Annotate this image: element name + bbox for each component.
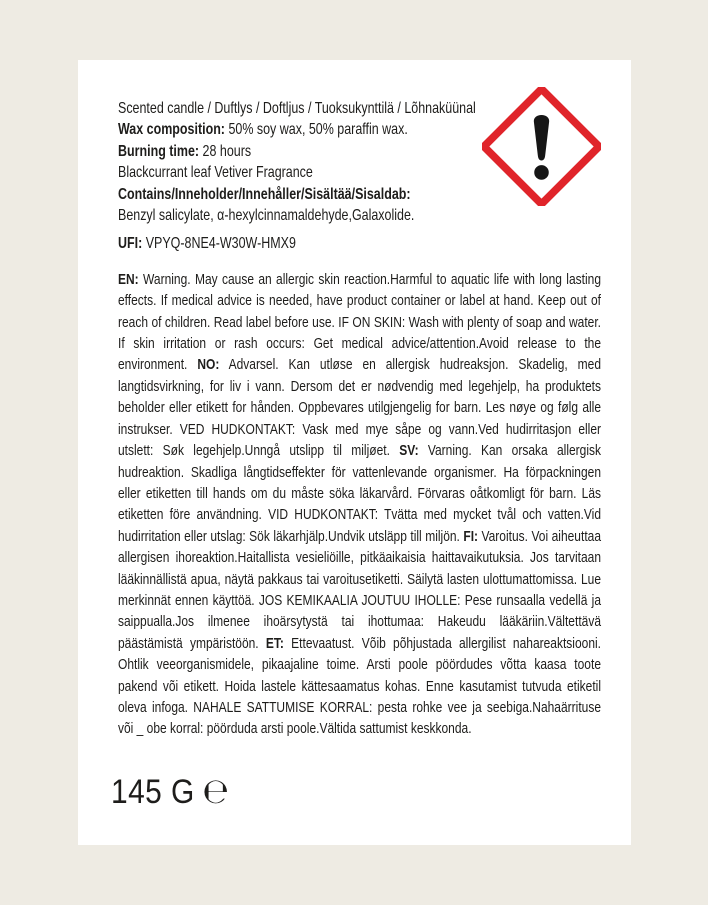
wax-composition-value: 50% soy wax, 50% paraffin wax. [224, 121, 408, 139]
warning-text-no: Advarsel. Kan utløse en allergisk hudreaksjon. Skadelig, med langtidsvirkning, for liv i vann. Dersom det er nødvendig med legehjelp, ha produktets beholder eller etikett for hånden. Oppbevares utilgjengelig for barn. Les nøye og følg alle instrukser. VED HUDKONTAKT: Vask med mye såpe og vann.Ved hudirritasjon eller utslett: Søk legehjelp.Unngå utslipp til miljøet. [118, 356, 601, 460]
estimated-sign-icon: ℮ [202, 772, 230, 812]
warning-text-en: Warning. May cause an allergic skin reaction.Harmful to aquatic life with long lasting effects. If medical advice is needed, have product container or label at hand. Keep out of reach of children. Read label before use. IF ON SKIN: Wash with plenty of soap and water. If skin irritation or rash occurs: Get medical advice/attention.Avoid release to the environment. [118, 270, 602, 374]
wax-composition-label: Wax composition: [118, 121, 225, 139]
lang-code-sv: SV: [399, 442, 419, 460]
ufi-line [118, 233, 601, 254]
contains-heading: Contains/Inneholder/Innehåller/Sisältää/Sisaldab: [118, 185, 411, 203]
product-names: Scented candle / Duftlys / Doftljus / Tuoksukynttilä / Lõhnaküünal [118, 100, 476, 117]
net-weight-line [111, 772, 229, 812]
ufi-label: UFI: [118, 235, 143, 253]
fragrance-name: Blackcurrant leaf Vetiver Fragrance [118, 164, 313, 182]
contains-heading-line [118, 184, 601, 205]
lang-code-en: EN: [118, 270, 139, 288]
burning-time-value: 28 hours [199, 142, 252, 160]
label-sheet [78, 60, 631, 845]
warning-text-block [118, 269, 601, 740]
lang-code-no: NO: [197, 356, 220, 374]
warning-text-sv: Varning. Kan orsaka allergisk hudreaktion. Skadliga långtidseffekter för vattenlevande organismer. Ha förpackningen eller etiketten till hands om du måste söka läkarvård. Förvaras oåtkomligt för barn. Läs etiketten före användning. VID HUDKONTAKT: Tvätta med mycket tvål och vatten.Vid hudirritation eller utslag: Sök läkarhjälp.Undvik utsläpp till miljön. [118, 442, 601, 545]
lang-code-fi: FI: [463, 527, 479, 545]
burning-time-label: Burning time: [118, 142, 200, 160]
ufi-code: VPYQ-8NE4-W30W-HMX9 [142, 235, 296, 253]
net-weight-value: 145 G [111, 773, 195, 811]
fragrance-line [118, 162, 601, 183]
warning-text-fi: Varoitus. Voi aiheuttaa allergisen ihoreaktion.Haitallista vesieliöille, pitkäaikaisia haittavaikutuksia. Jos tarvitaan lääkinnällistä apua, näytä pakkaus tai varoitusetiketti. Säilytä lasten ulottumattomissa. Lue merkinnät ennen käyttöä. JOS KEMIKAALIA JOUTUU IHOLLE: Pese runsaalla vedellä ja saippualla.Jos ilmenee ihoärsytystä tai ihottumaa: Hakeudu lääkäriin.Vältettävä päästämistä ympäristöön. [118, 527, 601, 652]
wax-composition-line [118, 119, 601, 140]
ingredients-list: Benzyl salicylate, α-hexylcinnamaldehyde,Galaxolide. [118, 207, 415, 225]
warning-text-et: Ettevaatust. Võib põhjustada allergilist nahareaktsiooni. Ohtlik veeorganismidele, pikaajaline toime. Arsti poole pöördudes võtta kaasa toote pakend või etikett. Hoida lastele kättesaamatus kohas. Enne kasutamist tutvuda etiketil oleva infoga. NAHALE SATTUMISE KORRAL: pesta rohke vee ja seebiga.Nahaärrituse või _ obe korral: pöörduda arsti poole.Vältida sattumist keskkonda. [118, 634, 601, 738]
product-names-line [118, 98, 601, 119]
lang-code-et: ET: [265, 634, 284, 652]
burning-time-line [118, 141, 601, 162]
ingredients-line [118, 205, 601, 226]
